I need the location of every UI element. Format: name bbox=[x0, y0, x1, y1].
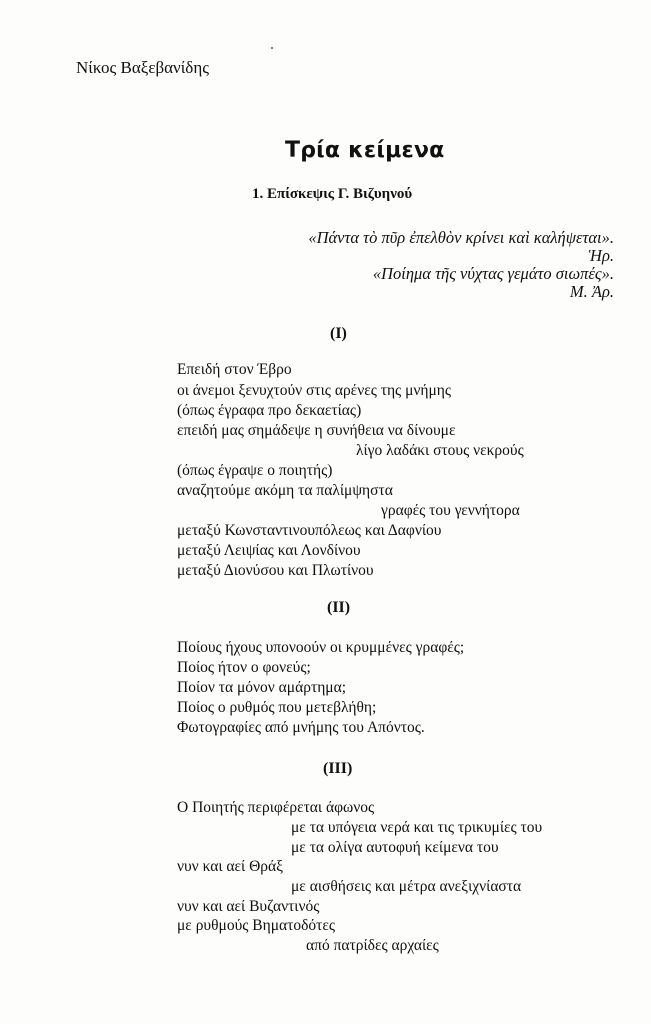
poem-line: από πατρίδες αρχαίες bbox=[306, 937, 439, 954]
poem-line: γραφές του γεννήτορα bbox=[381, 502, 520, 519]
epigraph-2-source: Μ. Ἀρ. bbox=[569, 282, 614, 301]
section-heading-3: (III) bbox=[323, 760, 353, 777]
poem-line: με τα ολίγα αυτοφυή κείμενα του bbox=[291, 839, 499, 856]
poem-line: με αισθήσεις και μέτρα ανεξιχνίαστα bbox=[291, 878, 522, 895]
poem-line: Ο Ποιητής περιφέρεται άφωνος bbox=[177, 799, 375, 816]
poem-line: Ποίος ήτον ο φονεύς; bbox=[177, 659, 311, 676]
poem-line: νυν και αεί Θράξ bbox=[177, 858, 284, 875]
poem-line: Ποίος ο ρυθμός που μετεβλήθη; bbox=[177, 699, 377, 716]
poem-line: με ρυθμούς Βηματοδότες bbox=[177, 917, 336, 934]
poem-line: με τα υπόγεια νερά και τις τρικυμίες του bbox=[291, 819, 543, 836]
poem-line: επειδή μας σημάδεψε η συνήθεια να δίνουμε bbox=[177, 422, 456, 439]
poem-line: (όπως έγραψε ο ποιητής) bbox=[177, 462, 333, 479]
page-title: Τρία κείμενα bbox=[285, 138, 445, 163]
poem-line: νυν και αεί Βυζαντινός bbox=[177, 898, 320, 915]
poem-line: μεταξύ Διονύσου και Πλωτίνου bbox=[177, 562, 374, 579]
epigraph-2-text: «Ποίημα τῆς νύχτας γεμάτο σιωπές». bbox=[372, 264, 614, 283]
epigraph-1-text: «Πάντα τὸ πῦρ ἐπελθὸν κρίνει καὶ καλήψεται». bbox=[308, 228, 614, 247]
section-subtitle: 1. Επίσκεψις Γ. Βιζυηνού bbox=[252, 186, 413, 202]
poem-line: λίγο λαδάκι στους νεκρούς bbox=[356, 442, 524, 459]
poem-line: (όπως έγραφα προ δεκαετίας) bbox=[177, 402, 362, 419]
poem-line: Επειδή στον Έβρο bbox=[177, 361, 292, 378]
poem-line: Φωτογραφίες από μνήμης του Απόντος. bbox=[177, 719, 425, 736]
author-name: Νίκος Βαξεβανίδης bbox=[76, 58, 209, 77]
epigraph-1-source: Ἡρ. bbox=[588, 246, 614, 265]
speck bbox=[271, 47, 273, 49]
section-heading-1: (I) bbox=[330, 325, 347, 342]
poem-line: Ποίον τα μόνον αμάρτημα; bbox=[177, 679, 347, 696]
poem-line: οι άνεμοι ξενυχτούν στις αρένες της μνήμης bbox=[177, 382, 452, 399]
poem-line: μεταξύ Κωνσταντινουπόλεως και Δαφνίου bbox=[177, 522, 442, 539]
poem-line: αναζητούμε ακόμη τα παλίμψηστα bbox=[177, 482, 393, 499]
poem-line: Ποίους ήχους υπονοούν οι κρυμμένες γραφές; bbox=[177, 639, 465, 656]
section-heading-2: (II) bbox=[327, 599, 351, 616]
poem-line: μεταξύ Λειψίας και Λονδίνου bbox=[177, 542, 361, 559]
